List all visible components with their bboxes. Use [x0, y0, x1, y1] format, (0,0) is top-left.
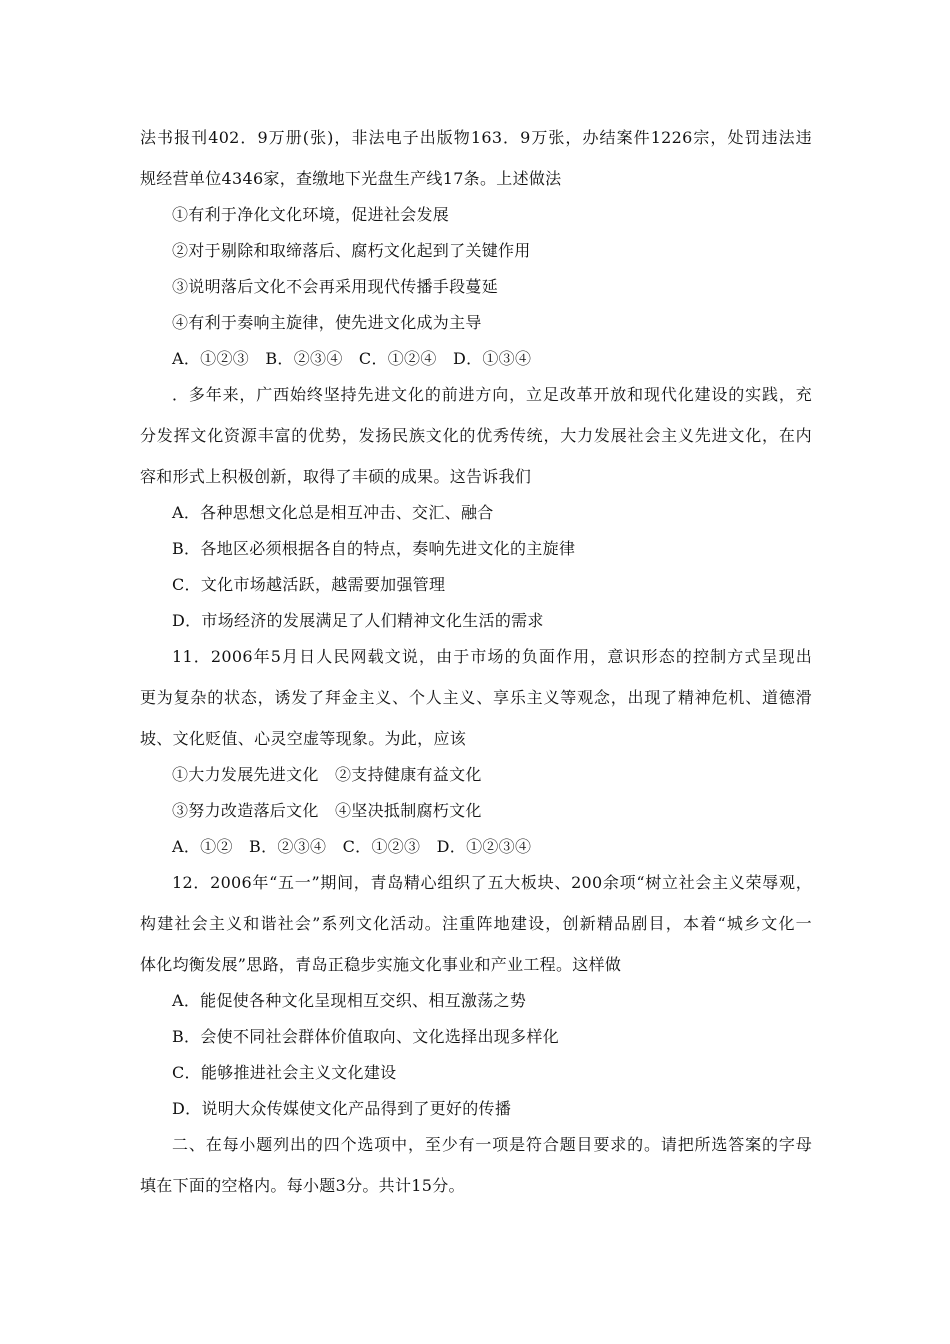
answer-option: C．文化市场越活跃，越需要加强管理: [172, 575, 446, 594]
question-stem: 更为复杂的状态，诱发了拜金主义、个人主义、享乐主义等观念，出现了精神危机、道德滑: [140, 688, 812, 707]
answer-options: A．①② B．②③④ C．①②③ D．①②③④: [172, 837, 532, 856]
statement-item: ①有利于净化文化环境，促进社会发展: [172, 205, 450, 224]
statement-item: ③努力改造落后文化 ④坚决抵制腐朽文化: [172, 801, 482, 820]
question-stem: 11．2006年5月日人民网载文说，由于市场的负面作用，意识形态的控制方式呈现出: [172, 647, 812, 666]
question-stem: 体化均衡发展”思路，青岛正稳步实施文化事业和产业工程。这样做: [140, 955, 622, 974]
question-stem: 构建社会主义和谐社会”系列文化活动。注重阵地建设，创新精品剧目，本着“城乡文化一: [140, 914, 812, 933]
answer-option: D．说明大众传媒使文化产品得到了更好的传播: [172, 1099, 512, 1118]
question-stem: 12．2006年“五一”期间，青岛精心组织了五大板块、200余项“树立社会主义荣辱观，: [172, 873, 812, 892]
question-stem: 分发挥文化资源丰富的优势，发扬民族文化的优秀传统，大力发展社会主义先进文化，在内: [140, 426, 812, 445]
section-heading: 二、在每小题列出的四个选项中，至少有一项是符合题目要求的。请把所选答案的字母: [172, 1135, 812, 1154]
answer-option: A．各种思想文化总是相互冲击、交汇、融合: [172, 503, 494, 522]
answer-options: A．①②③ B．②③④ C．①②④ D．①③④: [172, 349, 532, 368]
statement-item: ③说明落后文化不会再采用现代传播手段蔓延: [172, 277, 499, 296]
question-stem: ．多年来，广西始终坚持先进文化的前进方向，立足改革开放和现代化建设的实践，充: [172, 385, 812, 404]
statement-item: ①大力发展先进文化 ②支持健康有益文化: [172, 765, 482, 784]
answer-option: B．会使不同社会群体价值取向、文化选择出现多样化: [172, 1027, 559, 1046]
section-heading: 填在下面的空格内。每小题3分。共计15分。: [140, 1176, 465, 1195]
question-stem: 容和形式上积极创新，取得了丰硕的成果。这告诉我们: [140, 467, 532, 486]
question-stem: 坡、文化贬值、心灵空虚等现象。为此，应该: [140, 729, 467, 748]
statement-item: ②对于剔除和取缔落后、腐朽文化起到了关键作用: [172, 241, 531, 260]
answer-option: D．市场经济的发展满足了人们精神文化生活的需求: [172, 611, 544, 630]
answer-option: A．能促使各种文化呈现相互交织、相互激荡之势: [172, 991, 527, 1010]
answer-option: C．能够推进社会主义文化建设: [172, 1063, 397, 1082]
paragraph-line: 法书报刊402．9万册(张)，非法电子出版物163．9万张，办结案件1226宗，处罚违法违: [140, 128, 812, 147]
statement-item: ④有利于奏响主旋律，使先进文化成为主导: [172, 313, 482, 332]
answer-option: B．各地区必须根据各自的特点，奏响先进文化的主旋律: [172, 539, 576, 558]
paragraph-line: 规经营单位4346家，查缴地下光盘生产线17条。上述做法: [140, 169, 562, 188]
